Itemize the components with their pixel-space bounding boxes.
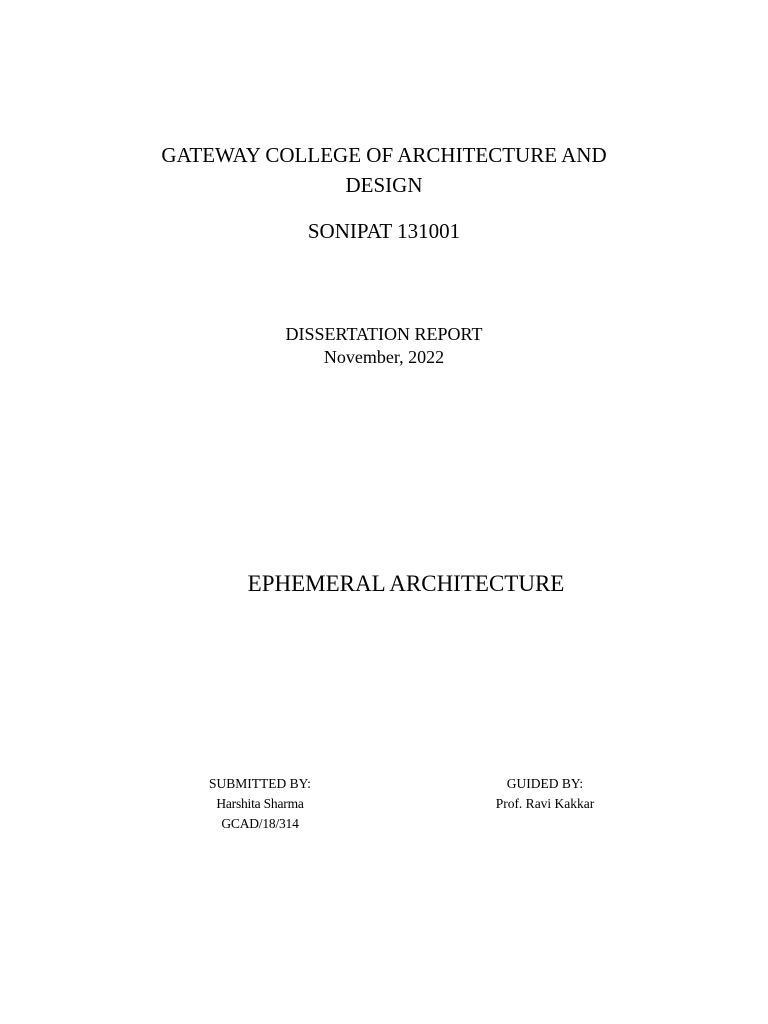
student-id: GCAD/18/314 [221, 816, 299, 831]
college-name-line2: DESIGN [345, 173, 423, 197]
report-type: DISSERTATION REPORT [285, 324, 483, 344]
guided-by-block [470, 774, 620, 814]
college-location: SONIPAT 131001 [307, 219, 461, 243]
report-info [0, 323, 768, 369]
guided-by-label: GUIDED BY: [506, 776, 584, 791]
guide-name: Prof. Ravi Kakkar [495, 796, 595, 811]
college-name [0, 140, 768, 200]
student-name: Harshita Sharma [216, 796, 304, 811]
submitted-by-label: SUBMITTED BY: [209, 776, 311, 791]
submitted-by-block [150, 774, 370, 834]
report-date: November, 2022 [323, 347, 445, 367]
submitted-by-details [150, 794, 370, 834]
dissertation-title: EPHEMERAL ARCHITECTURE [247, 571, 565, 596]
college-name-line1: GATEWAY COLLEGE OF ARCHITECTURE AND [161, 143, 607, 167]
